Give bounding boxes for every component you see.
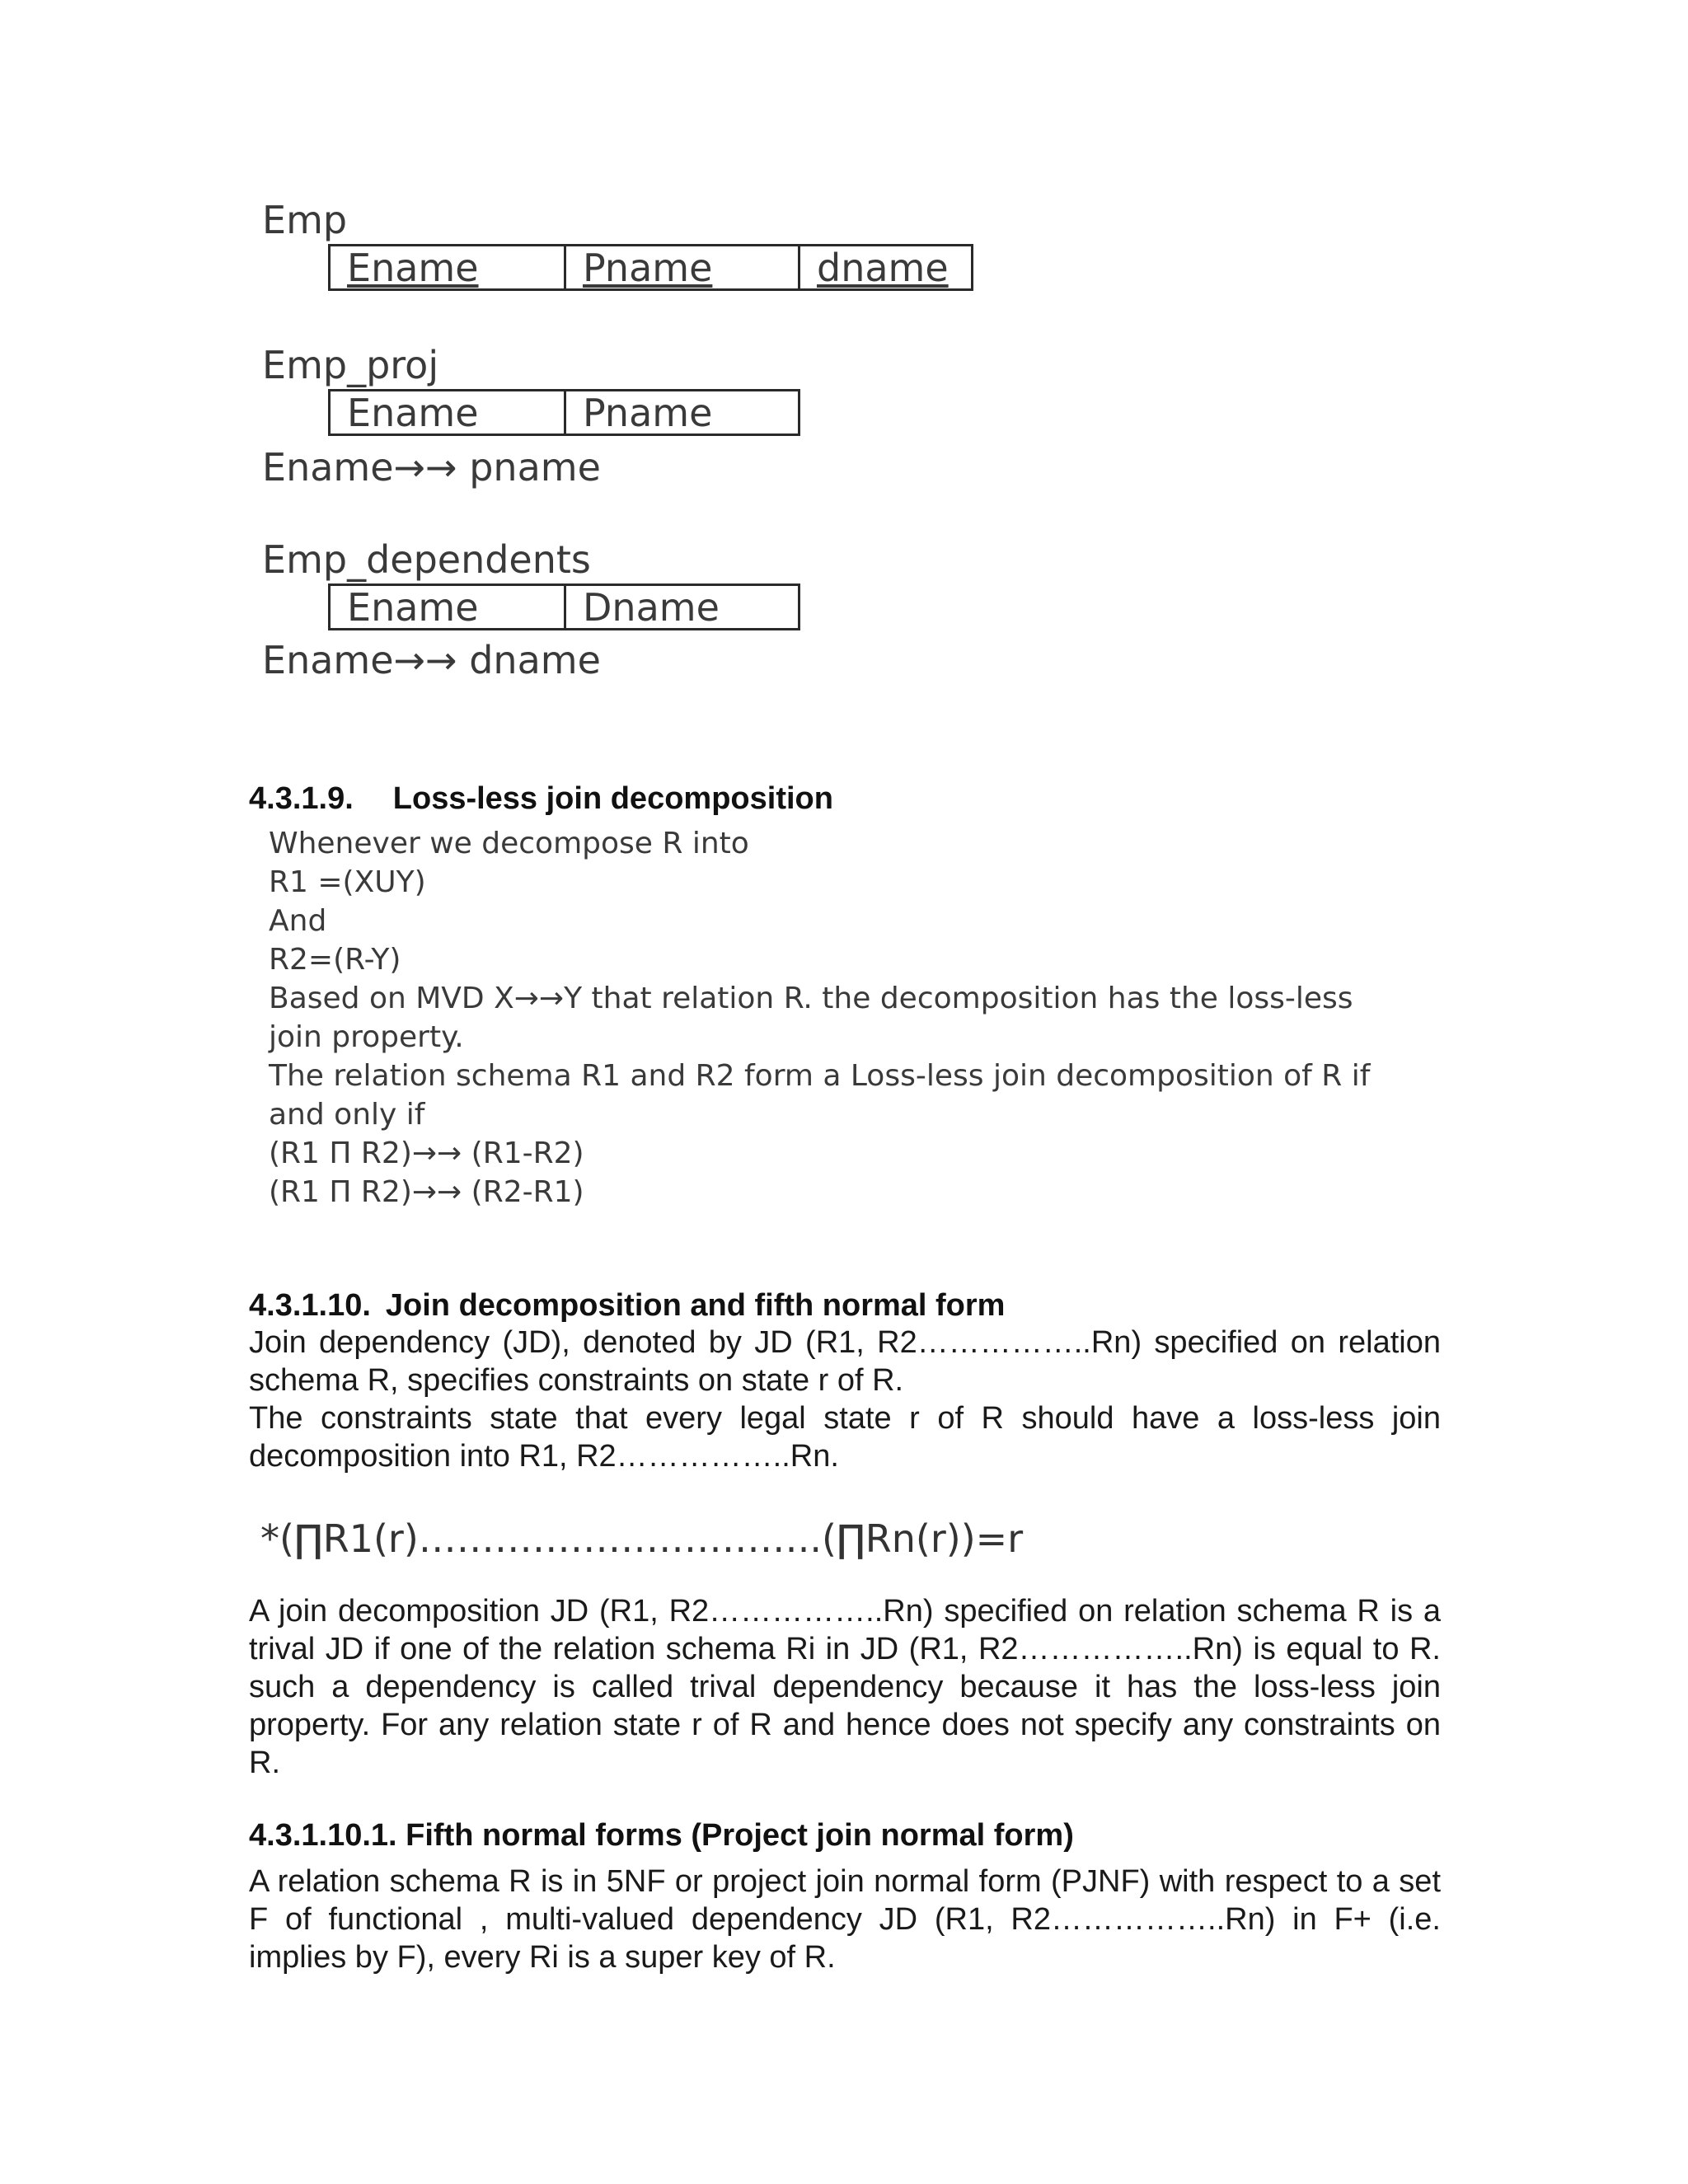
- emp-dependents-dependency: Ename→→ dname: [262, 638, 601, 682]
- section-heading-5nf: 4.3.1.10.1. Fifth normal forms (Project join normal form): [249, 1818, 1074, 1853]
- emp-dependents-table: [328, 583, 800, 630]
- section-heading-lossless: [249, 783, 833, 814]
- emp-dependents-col-dname: Dname: [565, 585, 799, 630]
- emp-col-pname: Pname: [583, 245, 713, 290]
- emp-proj-col-ename: Ename: [330, 391, 565, 435]
- lossless-line: Whenever we decompose R into: [269, 827, 749, 860]
- lossless-line: R1 =(XUY): [269, 865, 426, 899]
- emp-proj-col-pname: Pname: [565, 391, 799, 435]
- section-number-lossless: 4.3.1.9.: [249, 781, 354, 816]
- lossless-line: R2=(R-Y): [269, 943, 401, 977]
- emp-col-ename: Ename: [347, 245, 479, 290]
- 5nf-paragraph-text: A relation schema R is in 5NF or project join normal form (PJNF) with respect to a set F of functional , multi-valued dependency JD (R1, R2……………..Rn) in F+ (i.e. implies by F), every Ri is a super key of R.: [249, 1864, 1441, 1975]
- section-title-join: Join decomposition and fifth normal form: [385, 1288, 1006, 1323]
- emp-col-dname: dname: [817, 245, 949, 290]
- lossless-line: The relation schema R1 and R2 form a Loss-less join decomposition of R if: [269, 1059, 1371, 1093]
- join-paragraph-2-text: A join decomposition JD (R1, R2……………..Rn) specified on relation schema R is a trival JD if one of the relation schema Ri in JD (R1, R2……………..Rn) is equal to R. such a dependency is called trival dependency because it has the loss-less join property. For any relation state r of R and hence does not specify any constraints on R.: [249, 1594, 1441, 1780]
- emp-table: [328, 244, 973, 291]
- join-paragraph-1a: Join dependency (JD), denoted by JD (R1, R2……………..Rn) specified on relation schema R, specifies constraints on state r of R.: [249, 1325, 1441, 1398]
- join-paragraph-1: [249, 1324, 1441, 1475]
- lossless-line: (R1 Π R2)→→ (R2-R1): [269, 1175, 584, 1209]
- lossless-line: Based on MVD X→→Y that relation R. the decomposition has the loss-less: [269, 982, 1353, 1015]
- join-formula: *(∏R1(r)…………………………..(∏Rn(r))=r: [260, 1516, 1024, 1561]
- lossless-line: (R1 Π R2)→→ (R1-R2): [269, 1137, 584, 1170]
- section-number-join: 4.3.1.10.: [249, 1288, 371, 1323]
- emp-proj-title: Emp_proj: [262, 343, 439, 387]
- emp-dependents-col-ename: Ename: [330, 585, 565, 630]
- lossless-line: And: [269, 904, 327, 938]
- emp-dependents-title: Emp_dependents: [262, 537, 591, 582]
- join-paragraph-2: [249, 1592, 1441, 1782]
- 5nf-paragraph: [249, 1863, 1441, 1976]
- emp-proj-dependency: Ename→→ pname: [262, 445, 601, 490]
- section-heading-join: [249, 1290, 1005, 1321]
- join-paragraph-1b: The constraints state that every legal state r of R should have a loss-less join decomposition into R1, R2……………..Rn.: [249, 1401, 1441, 1474]
- lossless-line: and only if: [269, 1098, 425, 1132]
- lossless-line: join property.: [269, 1020, 464, 1054]
- section-title-lossless: Loss-less join decomposition: [392, 781, 833, 816]
- lossless-prose: [269, 824, 1370, 1212]
- emp-title: Emp: [262, 198, 348, 242]
- emp-proj-table: [328, 389, 800, 436]
